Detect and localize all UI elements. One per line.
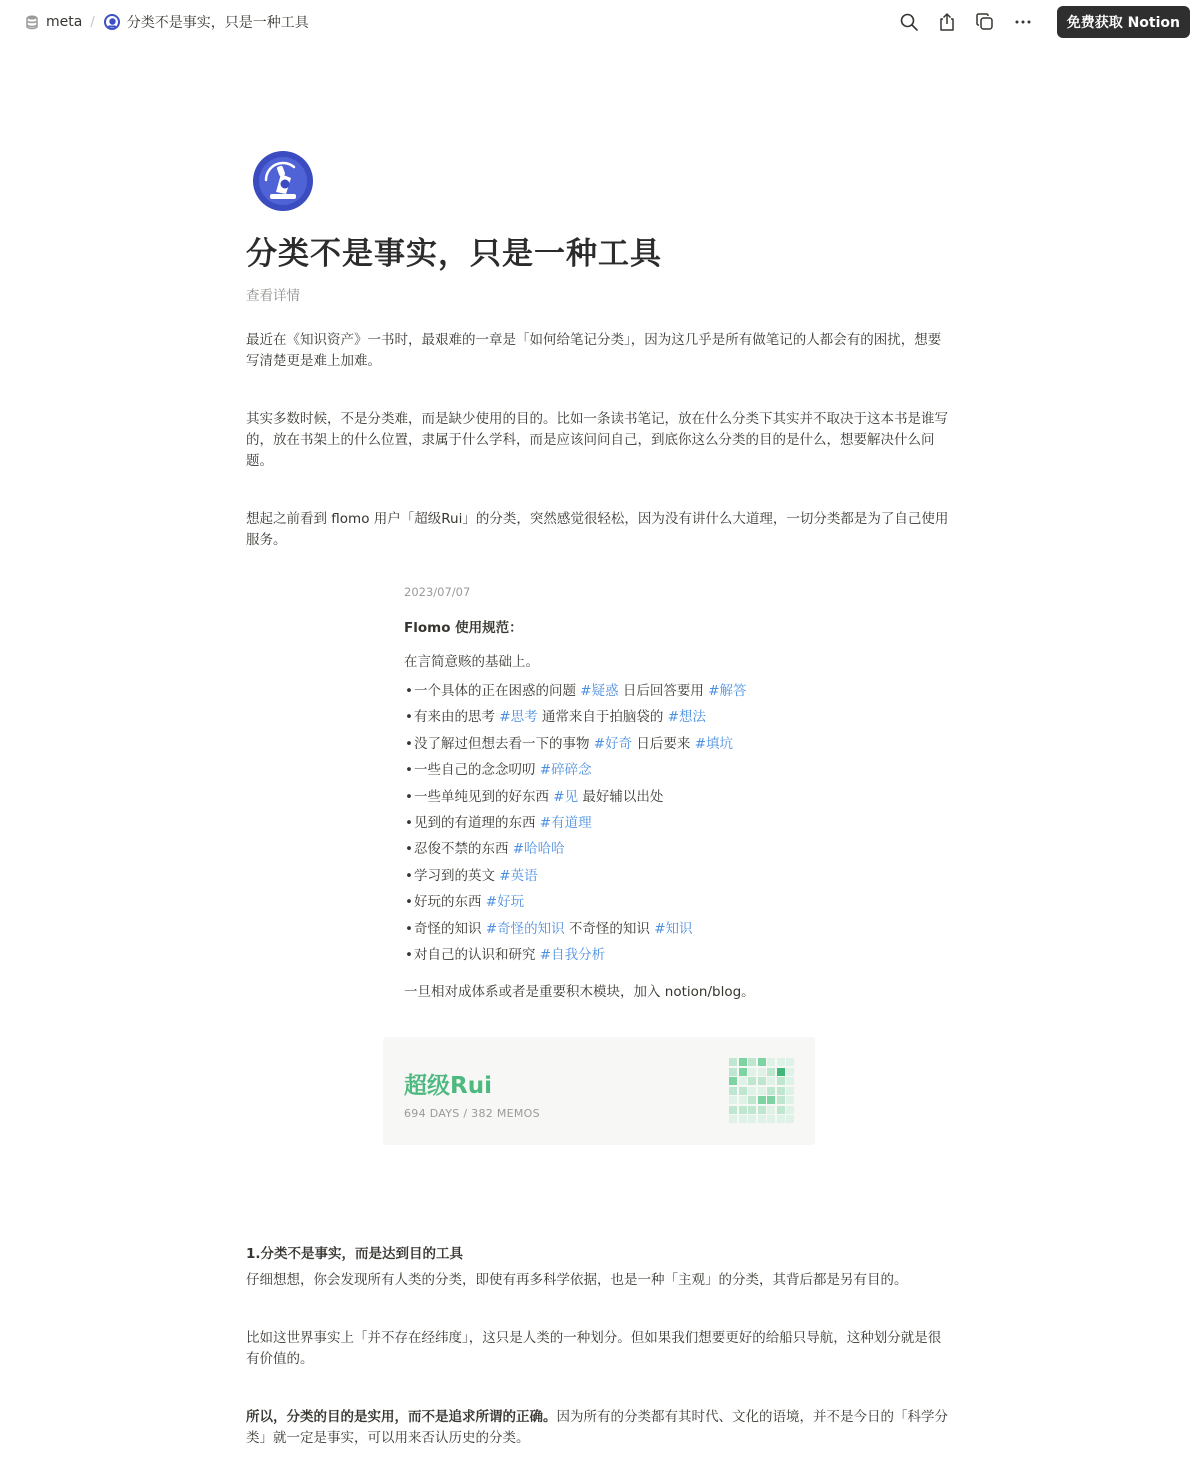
user-profile-card[interactable] (383, 1037, 815, 1145)
tag-link[interactable]: #想法 (667, 709, 707, 726)
heatmap-cell (767, 1106, 775, 1114)
list-item: • 对自己的认识和研究 #自我分析 (404, 942, 824, 968)
list-item: • 有来由的思考 #思考 通常来自于拍脑袋的 #想法 (404, 704, 824, 730)
tag-link[interactable]: #碎碎念 (539, 762, 592, 779)
memo-list (404, 678, 824, 968)
list-item: • 忍俊不禁的东西 #哈哈哈 (404, 836, 824, 862)
activity-heatmap (729, 1058, 794, 1123)
heatmap-cell (739, 1096, 747, 1104)
tag-link[interactable]: #思考 (499, 709, 538, 726)
section-paragraph-3-rest: 因为所有的分类都有其时代、文化的语境，并不是今日的「科学分类」就一定是事实，可以用来否认历史的分类。 (246, 1409, 948, 1446)
heatmap-cell (767, 1058, 775, 1066)
heatmap-cell (786, 1077, 794, 1085)
heatmap-cell (758, 1068, 766, 1076)
breadcrumb-page-label: 分类不是事实，只是一种工具 (126, 15, 309, 31)
heatmap-cell (777, 1115, 785, 1123)
tag-link[interactable]: #知识 (654, 920, 693, 937)
breadcrumb-separator: / (90, 14, 95, 30)
heatmap-cell (758, 1087, 766, 1095)
view-details-link[interactable]: 查看详情 (246, 288, 300, 304)
heatmap-cell (767, 1087, 775, 1095)
top-actions (897, 6, 1190, 38)
intro-paragraph-2: 其实多数时候，不是分类难，而是缺少使用的目的。比如一条读书笔记，放在什么分类下其实并不取决于这本书是谁写的，放在书架上的什么位置，隶属于什么学科，而是应该问问自己，到底你这么分类的目的是什么，想要解决什么问题。 (246, 411, 948, 469)
section-paragraph-3-bold: 所以，分类的目的是实用，而不是追求所谓的正确。 (246, 1409, 557, 1425)
intro-paragraph-1: 最近在《知识资产》一书时，最艰难的一章是「如何给笔记分类」，因为这几乎是所有做笔记的人都会有的困扰，想要写清楚更是难上加难。 (246, 332, 942, 369)
heatmap-cell (748, 1115, 756, 1123)
more-icon[interactable] (1011, 10, 1035, 34)
list-item: • 没了解过但想去看一下的事物 #好奇 日后要来 #填坑 (404, 731, 824, 757)
heatmap-cell (786, 1106, 794, 1114)
profile-name: 超级Rui (404, 1073, 492, 1099)
database-icon (24, 14, 40, 30)
section-paragraph-1: 仔细想想，你会发现所有人类的分类，即使有再多科学依据，也是一种「主观」的分类，其背后都是另有目的。 (246, 1272, 908, 1288)
heatmap-cell (758, 1115, 766, 1123)
breadcrumb-workspace-label: meta (46, 14, 83, 30)
heatmap-cell (739, 1077, 747, 1085)
breadcrumb-workspace[interactable] (20, 12, 86, 32)
tag-link[interactable]: #疑惑 (580, 683, 619, 699)
section-paragraph-3 (246, 1407, 950, 1449)
heatmap-cell (739, 1068, 747, 1076)
heatmap-cell (777, 1096, 785, 1104)
heatmap-cell (748, 1096, 756, 1104)
heatmap-cell (748, 1068, 756, 1076)
list-item: • 好玩的东西 #好玩 (404, 889, 824, 915)
tag-link[interactable]: #有道理 (539, 815, 592, 832)
page-emoji-icon (103, 13, 121, 31)
heatmap-cell (767, 1077, 775, 1085)
tag-link[interactable]: #解答 (708, 683, 747, 699)
duplicate-icon[interactable] (973, 10, 997, 34)
heatmap-cell (758, 1077, 766, 1085)
telescope-icon (252, 150, 314, 212)
heatmap-cell (729, 1106, 737, 1114)
list-item: • 一个具体的正在困惑的问题 #疑惑 日后回答要用 #解答 (404, 678, 824, 704)
intro-paragraph-3: 想起之前看到 flomo 用户「超级Rui」的分类，突然感觉很轻松，因为没有讲什么大道理，一切分类都是为了自己使用服务。 (246, 511, 949, 548)
heatmap-cell (729, 1068, 737, 1076)
tag-link[interactable]: #好玩 (485, 894, 525, 911)
list-item: • 见到的有道理的东西 #有道理 (404, 810, 824, 836)
heatmap-cell (758, 1058, 766, 1066)
section-paragraph-2: 比如这世界事实上「并不存在经纬度」，这只是人类的一种划分。但如果我们想要更好的给船只导航，这种划分就是很有价值的。 (246, 1330, 942, 1367)
heatmap-cell (739, 1115, 747, 1123)
list-item: • 一些单纯见到的好东西 #见 最好辅以出处 (404, 784, 824, 810)
heatmap-cell (748, 1058, 756, 1066)
heatmap-cell (758, 1106, 766, 1114)
tag-link[interactable]: #见 (553, 788, 579, 805)
heatmap-cell (729, 1087, 737, 1095)
heatmap-cell (786, 1115, 794, 1123)
heatmap-cell (777, 1077, 785, 1085)
heatmap-cell (777, 1058, 785, 1066)
heatmap-cell (729, 1115, 737, 1123)
page-icon[interactable] (252, 150, 314, 212)
heatmap-cell (729, 1058, 737, 1066)
memo-date: 2023/07/07 (404, 585, 471, 599)
heatmap-cell (739, 1087, 747, 1095)
page-content (246, 150, 950, 551)
profile-stats: 694 DAYS / 382 MEMOS (404, 1107, 540, 1120)
breadcrumb-page[interactable] (99, 10, 313, 34)
tag-link[interactable]: #哈哈哈 (512, 841, 565, 858)
top-bar (0, 0, 1200, 44)
memo-heading: Flomo 使用规范： (404, 620, 523, 636)
list-item: • 学习到的英文 #英语 (404, 863, 824, 889)
memo-outro: 一旦相对成体系或者是重要积木模块，加入 notion/blog。 (404, 984, 755, 1001)
breadcrumb (20, 10, 313, 34)
heatmap-cell (777, 1068, 785, 1076)
heatmap-cell (748, 1087, 756, 1095)
tag-link[interactable]: #自我分析 (539, 947, 606, 964)
page-title: 分类不是事实，只是一种工具 (246, 236, 662, 272)
heatmap-cell (786, 1096, 794, 1104)
heatmap-cell (729, 1096, 737, 1104)
heatmap-cell (739, 1058, 747, 1066)
tag-link[interactable]: #填坑 (694, 735, 734, 752)
memo-intro: 在言简意赅的基础上。 (404, 654, 539, 670)
section-heading: 1.分类不是事实，而是达到目的工具 (246, 1246, 464, 1262)
list-item: • 一些自己的念念叨叨 #碎碎念 (404, 757, 824, 783)
heatmap-cell (758, 1096, 766, 1104)
heatmap-cell (739, 1106, 747, 1114)
heatmap-cell (786, 1068, 794, 1076)
heatmap-cell (748, 1077, 756, 1085)
heatmap-cell (767, 1096, 775, 1104)
tag-link[interactable]: #英语 (499, 867, 538, 884)
get-notion-button[interactable]: 免费获取 Notion (1057, 6, 1190, 38)
heatmap-cell (767, 1115, 775, 1123)
share-icon[interactable] (935, 10, 959, 34)
heatmap-cell (729, 1077, 737, 1085)
heatmap-cell (786, 1058, 794, 1066)
tag-link[interactable]: #好奇 (593, 735, 633, 752)
heatmap-cell (748, 1106, 756, 1114)
heatmap-cell (777, 1087, 785, 1095)
list-item: • 奇怪的知识 #奇怪的知识 不奇怪的知识 #知识 (404, 916, 824, 942)
heatmap-cell (767, 1068, 775, 1076)
tag-link[interactable]: #奇怪的知识 (485, 920, 565, 937)
heatmap-cell (786, 1087, 794, 1095)
heatmap-cell (777, 1106, 785, 1114)
section-1 (246, 1242, 950, 1449)
memo-card (404, 585, 824, 1000)
search-icon[interactable] (897, 10, 921, 34)
